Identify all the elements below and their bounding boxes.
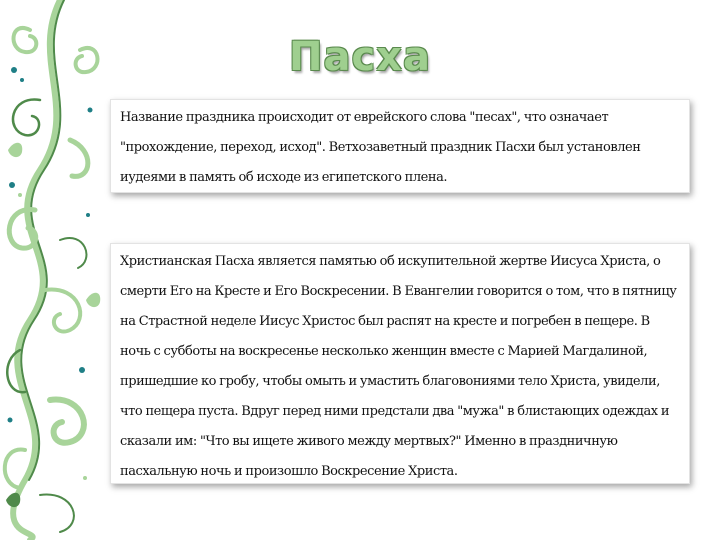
text-box-origin — [110, 99, 690, 193]
text-box-christian-easter — [110, 243, 690, 484]
paragraph-christian-easter: Христианская Пасха является памятью об искупительной жертве Иисуса Христа, о смерти Его на Кресте и Его Воскресении. В Евангелии говорится о том, что в пятницу на Страстной неделе Иисус Христос был распят на кресте и погребен в пещере. В ночь с субботы на воскресенье несколько женщин вместе с Марией Магдалиной, пришедшие ко гробу, чтобы омыть и умастить благовониями тело Христа, увидели, что пещера пуста. Вдруг перед ними предстали два "мужа" в блистающих одеждах и сказали им: "Что вы ищете живого между мертвых?" Именно в праздничную пасхальную ночь и произошло Воскресение Христа. — [120, 254, 677, 479]
paragraph-origin: Название праздника происходит от еврейского слова "песах", что означает "прохождение, переход, исход". Ветхозаветный праздник Пасхи был установлен иудеями в память об исходе из египетского плена. — [120, 110, 641, 185]
swirl-vine-ornament — [0, 0, 110, 540]
slide-title: Пасха — [289, 34, 431, 80]
